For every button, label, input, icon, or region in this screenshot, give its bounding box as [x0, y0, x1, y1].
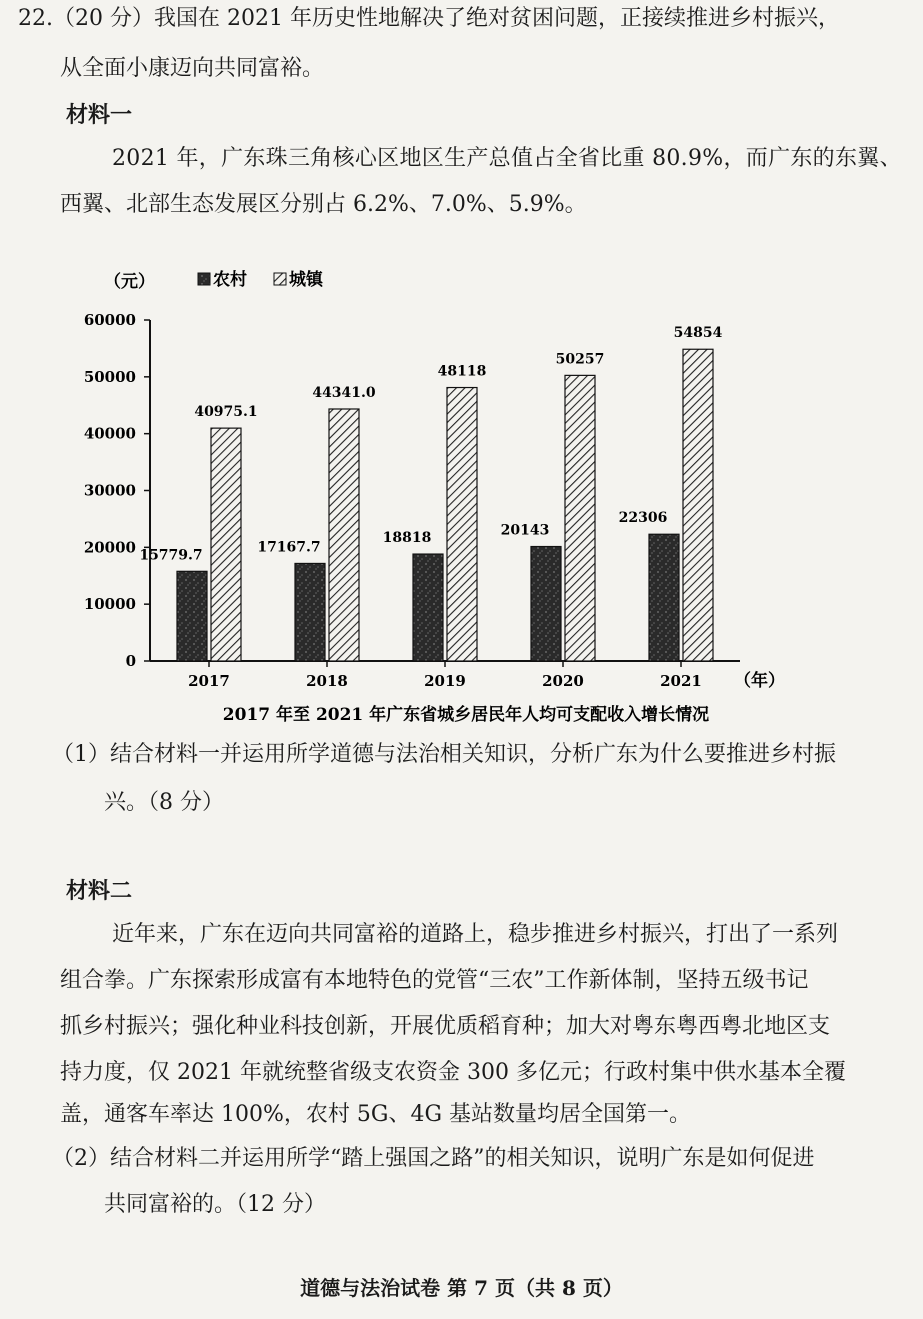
bar-urban-2021 [683, 349, 713, 661]
material1-heading: 材料一 [66, 102, 133, 128]
x-tick-label: 2018 [306, 672, 348, 690]
material1-line-2: 西翼、北部生态发展区分别占 6.2%、7.0%、5.9%。 [60, 192, 587, 217]
x-axis-unit-label: （年） [734, 671, 785, 691]
y-axis-unit-label: （元） [104, 272, 155, 292]
data-label-rural-2021: 22306 [618, 510, 668, 527]
y-tick-label: 60000 [83, 311, 136, 329]
q1-line-1: （1）结合材料一并运用所学道德与法治相关知识，分析广东为什么要推进乡村振 [52, 742, 836, 767]
bar-rural-2020 [531, 547, 561, 661]
data-label-urban-2020: 50257 [555, 351, 605, 368]
bar-rural-2019 [413, 554, 443, 661]
chart-svg [0, 258, 923, 728]
question-intro-line-1 [18, 4, 840, 34]
y-tick-label: 30000 [83, 481, 136, 500]
data-label-rural-2019: 18818 [382, 530, 432, 547]
bar-urban-2017 [211, 428, 241, 661]
legend-swatch-urban [274, 273, 286, 285]
legend-label-urban: 城镇 [289, 270, 323, 290]
chart-title: 2017 年至 2021 年广东省城乡居民年人均可支配收入增长情况 [222, 705, 710, 725]
material2-heading: 材料二 [66, 878, 133, 904]
question-intro-text: 我国在 2021 年历史性地解决了绝对贫困问题，正接续推进乡村振兴， [154, 6, 840, 31]
data-label-rural-2020: 20143 [500, 522, 550, 539]
material2-line-3: 抓乡村振兴；强化种业科技创新，开展优质稻育种；加大对粤东粤西粤北地区支 [60, 1014, 831, 1039]
y-tick-label: 10000 [83, 595, 136, 614]
x-tick-label: 2019 [424, 672, 466, 690]
material2-line-5: 盖，通客车率达 100%，农村 5G、4G 基站数量均居全国第一。 [60, 1102, 692, 1127]
y-tick-label: 50000 [83, 367, 136, 386]
chart-legend [198, 269, 324, 290]
data-label-urban-2019: 48118 [437, 363, 487, 380]
data-label-rural-2017: 15779.7 [139, 547, 203, 564]
material2-line-4: 持力度，仅 2021 年就统整省级支农资金 300 多亿元；行政村集中供水基本全覆 [60, 1060, 846, 1085]
question-intro-line-2: 从全面小康迈向共同富裕。 [60, 56, 325, 81]
question-points: （20 分） [53, 6, 154, 31]
x-tick-label: 2020 [542, 672, 584, 690]
material2-line-1: 近年来，广东在迈向共同富裕的道路上，稳步推进乡村振兴，打出了一系列 [112, 922, 839, 947]
bar-rural-2017 [177, 571, 207, 661]
bar-urban-2018 [329, 409, 359, 661]
y-tick-label: 0 [125, 652, 136, 670]
bar-rural-2021 [649, 534, 679, 661]
income-bar-chart [0, 258, 923, 728]
data-label-urban-2017: 40975.1 [194, 404, 258, 421]
bar-urban-2020 [565, 375, 595, 661]
page-footer: 道德与法治试卷 第 7 页（共 8 页） [300, 1276, 623, 1300]
bar-rural-2018 [295, 563, 325, 661]
question-number: 22. [18, 6, 53, 31]
q1-line-2: 兴。（8 分） [104, 790, 224, 815]
data-label-urban-2018: 44341.0 [312, 384, 376, 401]
data-label-urban-2021: 54854 [673, 325, 723, 342]
material2-line-2: 组合拳。广东探索形成富有本地特色的党管“三农”工作新体制，坚持五级书记 [60, 968, 809, 993]
q2-line-1: （2）结合材料二并运用所学“踏上强国之路”的相关知识，说明广东是如何促进 [52, 1146, 815, 1171]
q2-line-2: 共同富裕的。（12 分） [104, 1192, 326, 1217]
data-label-rural-2018: 17167.7 [257, 539, 321, 556]
x-tick-label: 2021 [660, 672, 702, 690]
bar-urban-2019 [447, 388, 477, 661]
legend-swatch-rural [198, 273, 210, 285]
x-tick-label: 2017 [188, 672, 230, 690]
legend-label-rural: 农村 [213, 270, 247, 290]
chart-bars [139, 325, 722, 690]
y-tick-label: 20000 [83, 538, 136, 557]
y-tick-label: 40000 [83, 424, 136, 443]
material1-line-1: 2021 年，广东珠三角核心区地区生产总值占全省比重 80.9%，而广东的东翼、 [112, 146, 902, 171]
